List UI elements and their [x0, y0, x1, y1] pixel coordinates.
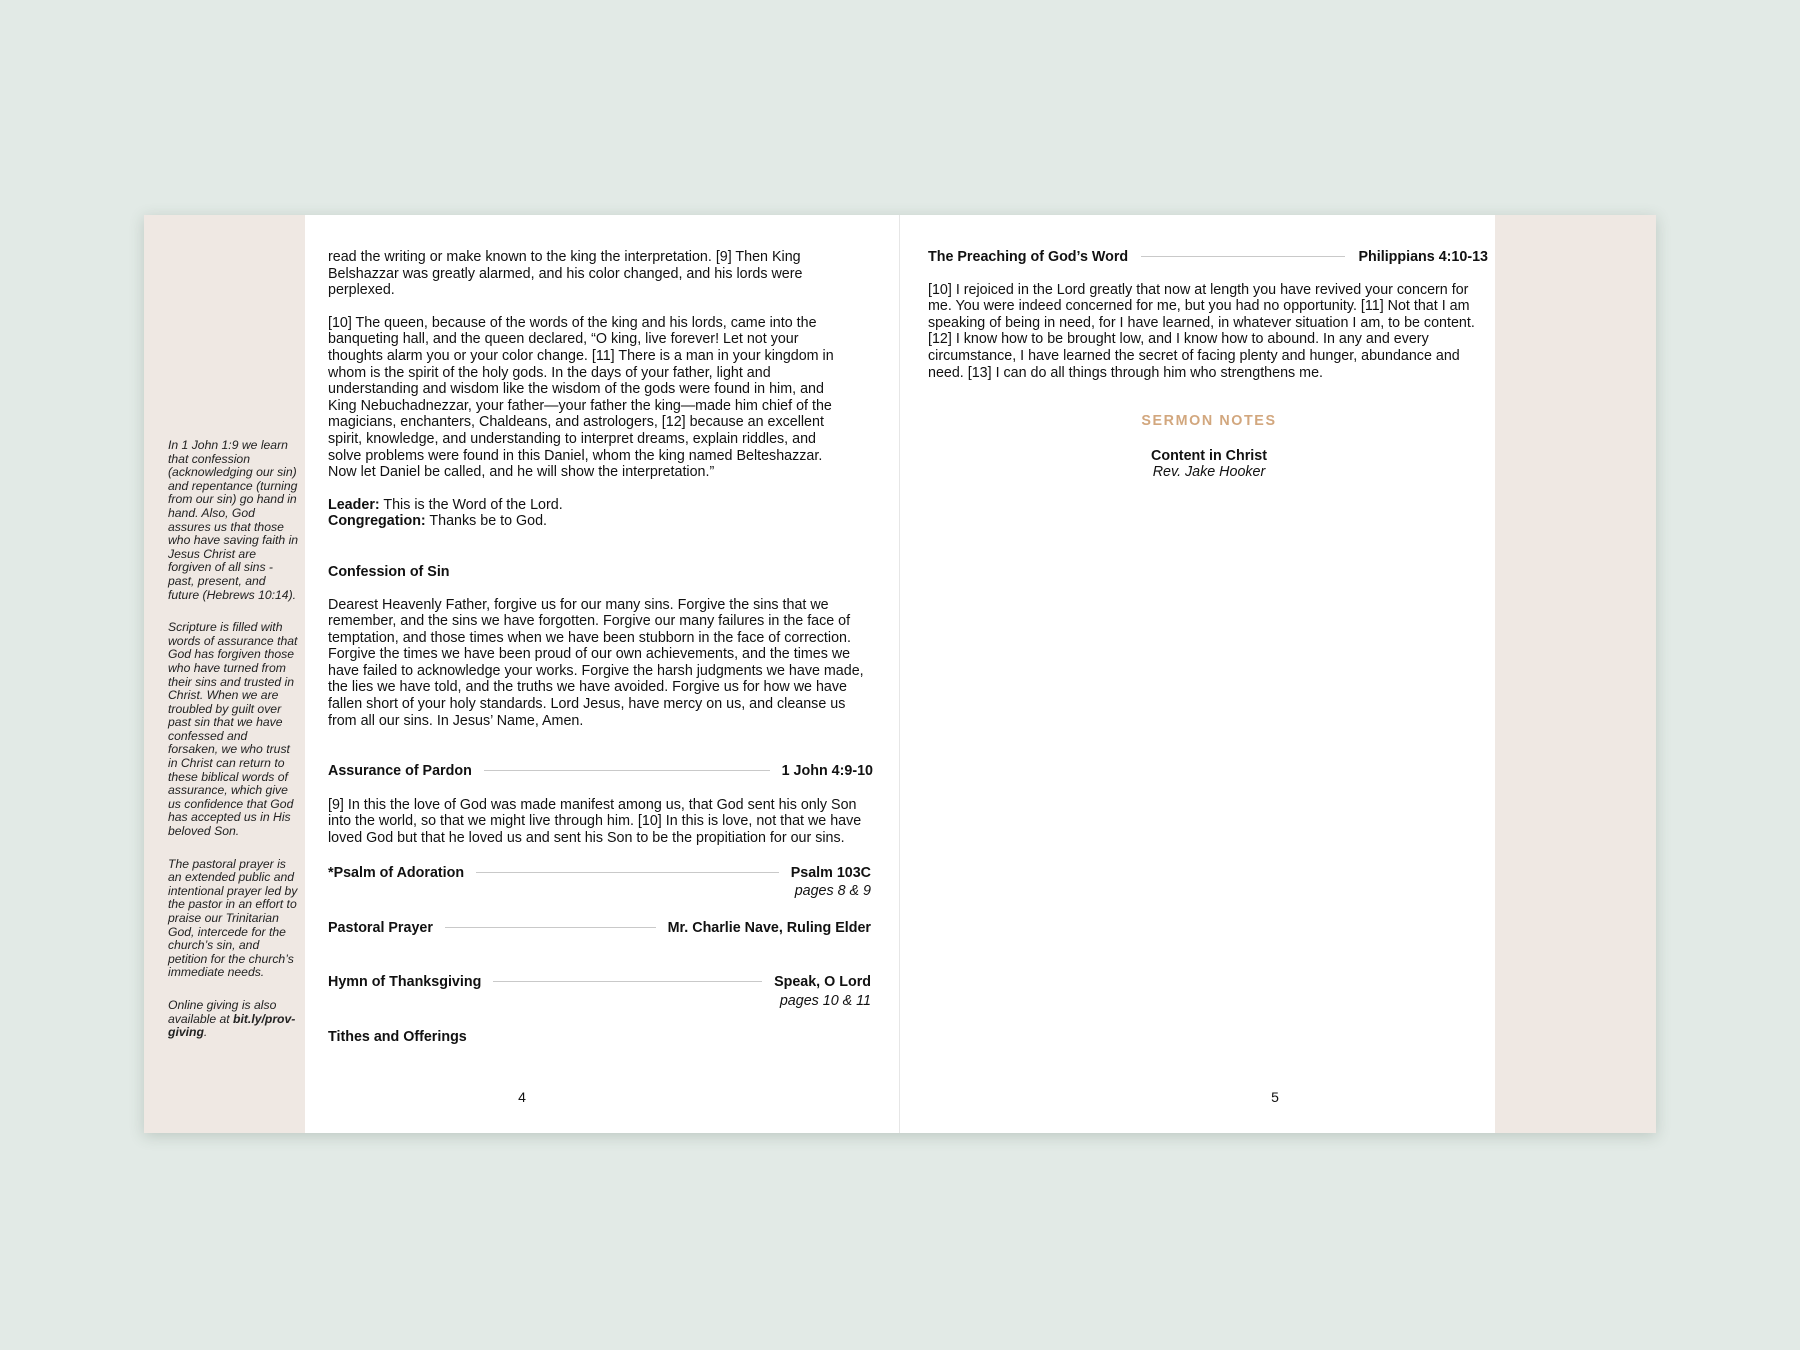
hymn-title: Speak, O Lord: [774, 974, 871, 991]
psalm-reference: Psalm 103C: [790, 864, 871, 881]
right-page: [928, 249, 1490, 481]
leader-rule: [484, 770, 770, 771]
left-page: [328, 249, 1018, 1045]
congregation-response: [328, 513, 1018, 530]
right-margin-panel: [1495, 215, 1656, 1133]
pastoral-prayer-label: Pastoral Prayer: [328, 919, 433, 936]
assurance-reference: 1 John 4:9-10: [781, 763, 873, 780]
leader-response: [328, 497, 1018, 514]
congregation-label: Congregation:: [328, 513, 426, 530]
sermon-speaker: Rev. Jake Hooker: [1152, 464, 1266, 481]
leader-rule: [1141, 256, 1345, 257]
psalm-of-adoration-row: [328, 865, 871, 882]
leader-rule: [493, 981, 762, 982]
assurance-label: Assurance of Pardon: [328, 763, 472, 780]
sidenote-pastoral-prayer: The pastoral prayer is an extended public and intentional prayer led by the pastor in an effort to praise our Trinitarian God, intercede for the church’s sin, and petition for the church’s immediate needs.: [168, 856, 298, 980]
leader-text: This is the Word of the Lord.: [379, 496, 563, 513]
hymn-pages: pages 10 & 11: [779, 993, 871, 1009]
assurance-text: [9] In this the love of God was made manifest among us, that God sent his only Son into the world, so that we might live through him. [10] In this is love, not that we have loved God but that he loved us and sent his Son to be the propitiation for our sins.: [328, 796, 862, 847]
preaching-row: [928, 249, 1488, 266]
sidenotes: [168, 439, 300, 1059]
psalm-label: *Psalm of Adoration: [328, 864, 465, 881]
scripture-continuation-2: [10] The queen, because of the words of the king and his lords, came into the banqueting hall, and the queen declared, “O king, live forever! Let not your thoughts alarm you or your color change. [11] There is a man in your kingdom in whom is the spirit of the holy gods. In the days of your father, light and understanding and wisdom like the wisdom of the gods were found in him, and King Nebuchadnezzar, your father—your father the king—made him chief of the magicians, enchanters, Chaldeans, and astrologers, [12] because an excellent spirit, knowledge, and understanding to interpret dreams, explain riddles, and solve problems were found in this Daniel, whom the king named Belteshazzar. Now let Daniel be called, and he will show the interpretation.”: [328, 314, 834, 481]
pastoral-prayer-row: [328, 920, 871, 937]
pastoral-prayer-leader: Mr. Charlie Nave, Ruling Elder: [667, 919, 871, 936]
preaching-label: The Preaching of God’s Word: [928, 249, 1129, 265]
scripture-continuation-1: read the writing or make known to the king the interpretation. [9] Then King Belshazzar was greatly alarmed, and his color changed, and his lords were perplexed.: [328, 249, 803, 299]
confession-text: Dearest Heavenly Father, forgive us for our many sins. Forgive the sins that we remember, and the sins we have forgotten. Forgive our many failures in the face of temptation, and those times when we have been stubborn in the face of correction. Forgive the times we have been proud of our own achievements, and the times we have failed to acknowledge your works. Forgive the harsh judgments we have made, the lies we have told, and the truths we have avoided. Forgive us for how we have fallen short of your holy standards. Lord Jesus, have mercy on us, and cleanse us from all our sins. In Jesus’ Name, Amen.: [328, 596, 864, 729]
giving-link[interactable]: bit.ly/prov-giving: [168, 1011, 296, 1040]
sidenote-online-giving: [168, 999, 300, 1040]
congregation-text: Thanks be to God.: [425, 513, 548, 530]
leader-label: Leader:: [328, 496, 380, 513]
preaching-text: [10] I rejoiced in the Lord greatly that now at length you have revived your concern for me. You were indeed concerned for me, but you had no opportunity. [11] Not that I am speaking of being in need, for I have learned, in whatever situation I am, to be content. [12] I know how to be brought low, and I know how to abound. In any and every circumstance, I have learned the secret of facing plenty and hunger, abundance and need. [13] I can do all things through him who strengthens me.: [928, 281, 1475, 381]
psalm-pages: pages 8 & 9: [794, 883, 871, 900]
page-number-left: 4: [518, 1089, 526, 1105]
online-giving-text: Online giving is also available at: [168, 997, 277, 1026]
assurance-of-pardon-row: [328, 763, 873, 780]
sermon-notes-heading: SERMON NOTES: [1141, 413, 1277, 430]
sermon-title: Content in Christ: [1151, 447, 1267, 464]
page-number-right: 5: [1271, 1089, 1279, 1105]
preaching-reference: Philippians 4:10-13: [1358, 249, 1488, 265]
leader-rule: [445, 927, 656, 928]
hymn-label: Hymn of Thanksgiving: [328, 974, 482, 991]
tithes-heading: Tithes and Offerings: [328, 1028, 467, 1045]
online-giving-suffix: .: [203, 1025, 208, 1040]
confession-heading: Confession of Sin: [328, 563, 450, 580]
sidenote-confession: In 1 John 1:9 we learn that confession (acknowledging our sin) and repentance (turning from our sin) go hand in hand. Also, God assures us that those who have saving faith in Jesus Christ are forgiven of all sins - past, present, and future (Hebrews 10:14).: [168, 438, 299, 602]
hymn-of-thanksgiving-row: [328, 974, 871, 991]
leader-rule: [476, 872, 779, 873]
bulletin-spread: [144, 215, 1656, 1133]
sidenote-assurance: Scripture is filled with words of assurance that God has forgiven those who have turned from their sins and trusted in Christ. When we are troubled by guilt over past sin that we have confessed and forsaken, we who trust in Christ can return to these biblical words of assurance, which give us confidence that God has accepted us in His beloved Son.: [168, 620, 298, 839]
